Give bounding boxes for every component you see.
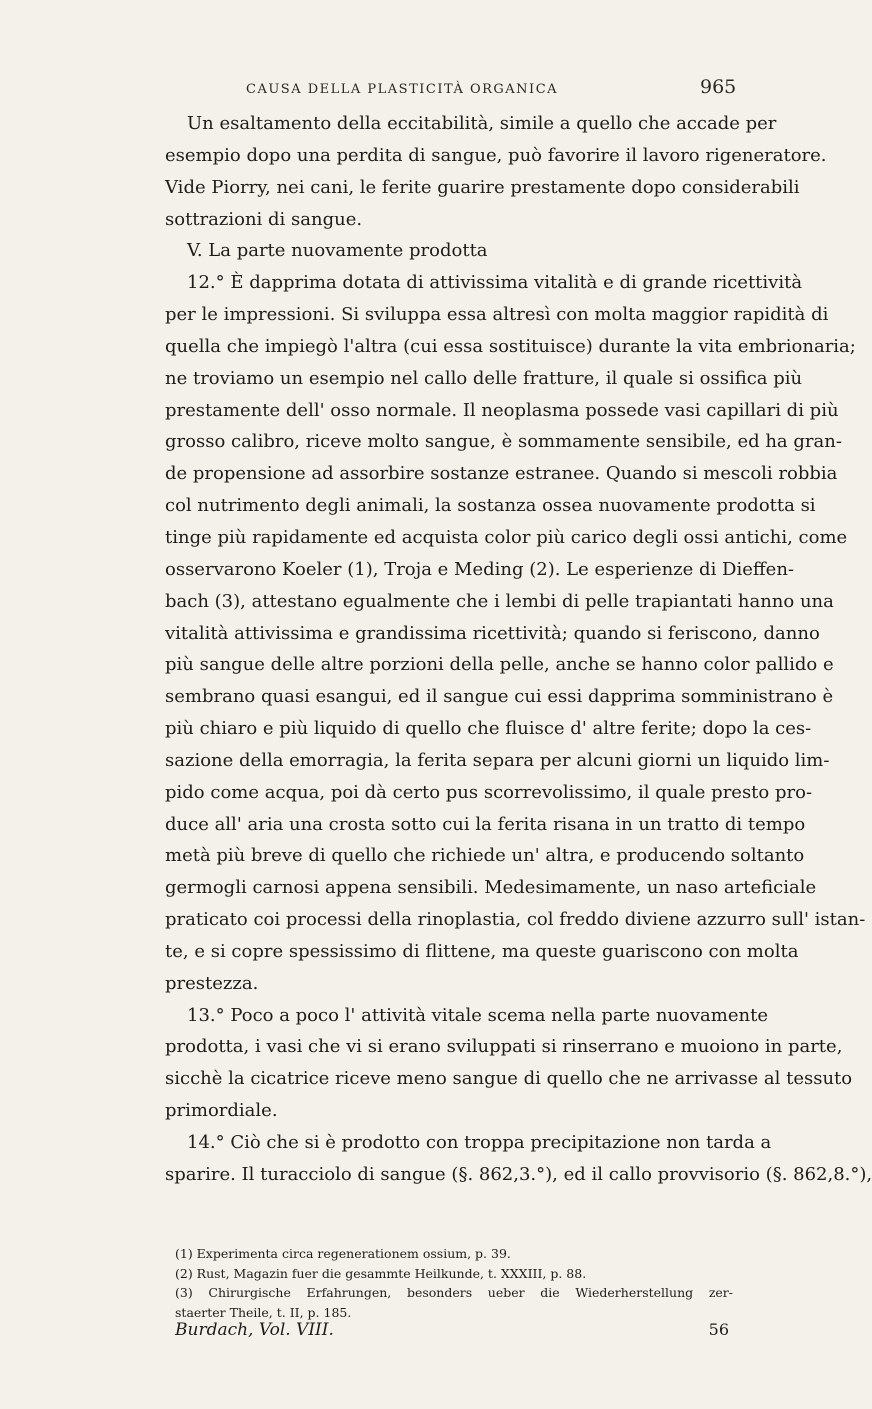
text-line: prestezza. — [165, 972, 259, 994]
text-line: 13.° Poco a poco l' attività vitale scema nella parte nuovamente — [187, 1004, 768, 1026]
text-line: tinge più rapidamente ed acquista color più carico degli ossi antichi, come — [165, 526, 848, 548]
text-line: metà più breve di quello che richiede un' altra, e producendo soltanto — [165, 845, 805, 867]
text-line: sicchè la cicatrice riceve meno sangue di quello che ne arrivasse al tessuto — [165, 1068, 853, 1090]
text-line: 14.° Ciò che si è prodotto con troppa precipitazione non tarda a — [187, 1132, 772, 1153]
text-line: de propensione ad assorbire sostanze estranee. Quando si mescoli robbia — [165, 463, 838, 485]
text-line: pido come acqua, poi dà certo pus scorrevolissimo, il quale presto pro- — [165, 781, 813, 803]
footnote: (2) Rust, Magazin fuer die gesammte Heilkunde, t. XXXIII, p. 88. — [175, 1265, 587, 1281]
footnote: (1) Experimenta circa regenerationem ossium, p. 39. — [175, 1246, 511, 1261]
text-line: più sangue delle altre porzioni della pelle, anche se hanno color pallido e — [165, 654, 834, 676]
signature-line — [175, 1320, 729, 1342]
text-line: 12.° È dapprima dotata di attivissima vitalità e di grande ricettività — [187, 272, 803, 294]
text-line: Vide Piorry, nei cani, le ferite guarire prestamente dopo considerabili — [165, 176, 800, 198]
text-line: te, e si copre spessissimo di flittene, ma queste guariscono con molta — [165, 940, 799, 962]
footnotes — [175, 1244, 733, 1322]
text-line: duce all' aria una crosta sotto cui la ferita risana in un tratto di tempo — [165, 813, 806, 835]
printer-signature: Burdach, Vol. VIII. — [175, 1320, 334, 1340]
text-line: più chiaro e più liquido di quello che fluisce d' altre ferite; dopo la ces- — [165, 718, 812, 740]
section-heading: V. La parte nuovamente prodotta — [187, 240, 488, 262]
text-line: per le impressioni. Si sviluppa essa altresì con molta maggior rapidità di — [165, 304, 829, 326]
text-line: germogli carnosi appena sensibili. Medesimamente, un naso arteficiale — [165, 877, 817, 899]
body-text — [165, 108, 872, 1191]
text-line: bach (3), attestano egualmente che i lembi di pelle trapiantati hanno una — [165, 590, 834, 612]
text-line: osservarono Koeler (1), Troja e Meding (2). Le esperienze di Dieffen- — [165, 558, 794, 580]
text-line: grosso calibro, riceve molto sangue, è sommamente sensibile, ed ha gran- — [165, 431, 842, 453]
text-line: esempio dopo una perdita di sangue, può favorire il lavoro rigeneratore. — [165, 144, 827, 166]
text-line: col nutrimento degli animali, la sostanza ossea nuovamente prodotta si — [165, 495, 816, 517]
footnote-continuation: staerter Theile, t. II, p. 185. — [175, 1304, 352, 1320]
text-line: sparire. Il turacciolo di sangue (§. 862,3.°), ed il callo provvisorio (§. 862,8.°), — [165, 1163, 872, 1185]
text-line: prodotta, i vasi che vi si erano sviluppati si rinserrano e muoiono in parte, — [165, 1036, 843, 1058]
footnote: (3) Chirurgische Erfahrungen, besonders ueber die Wiederherstellung zer- — [175, 1285, 733, 1300]
text-line: ne troviamo un esempio nel callo delle fratture, il quale si ossifica più — [165, 367, 803, 389]
page-number: 965 — [700, 76, 737, 98]
text-line: prestamente dell' osso normale. Il neoplasma possede vasi capillari di più — [165, 399, 839, 421]
text-line: sazione della emorragia, la ferita separa per alcuni giorni un liquido lim- — [165, 749, 830, 771]
sheet-number: 56 — [708, 1320, 729, 1339]
text-line: sottrazioni di sangue. — [165, 208, 363, 230]
running-title: CAUSA DELLA PLASTICITÀ ORGANICA — [246, 82, 559, 97]
text-line: Un esaltamento della eccitabilità, simile a quello che accade per — [187, 113, 777, 134]
text-line: quella che impiegò l'altra (cui essa sostituisce) durante la vita embrionaria; — [165, 335, 856, 357]
text-line: sembrano quasi esangui, ed il sangue cui essi dapprima somministrano è — [165, 686, 834, 708]
text-line: praticato coi processi della rinoplastia, col freddo diviene azzurro sull' istan- — [165, 909, 866, 931]
text-line: vitalità attivissima e grandissima ricettività; quando si feriscono, danno — [165, 622, 820, 644]
text-line: primordiale. — [165, 1100, 278, 1122]
